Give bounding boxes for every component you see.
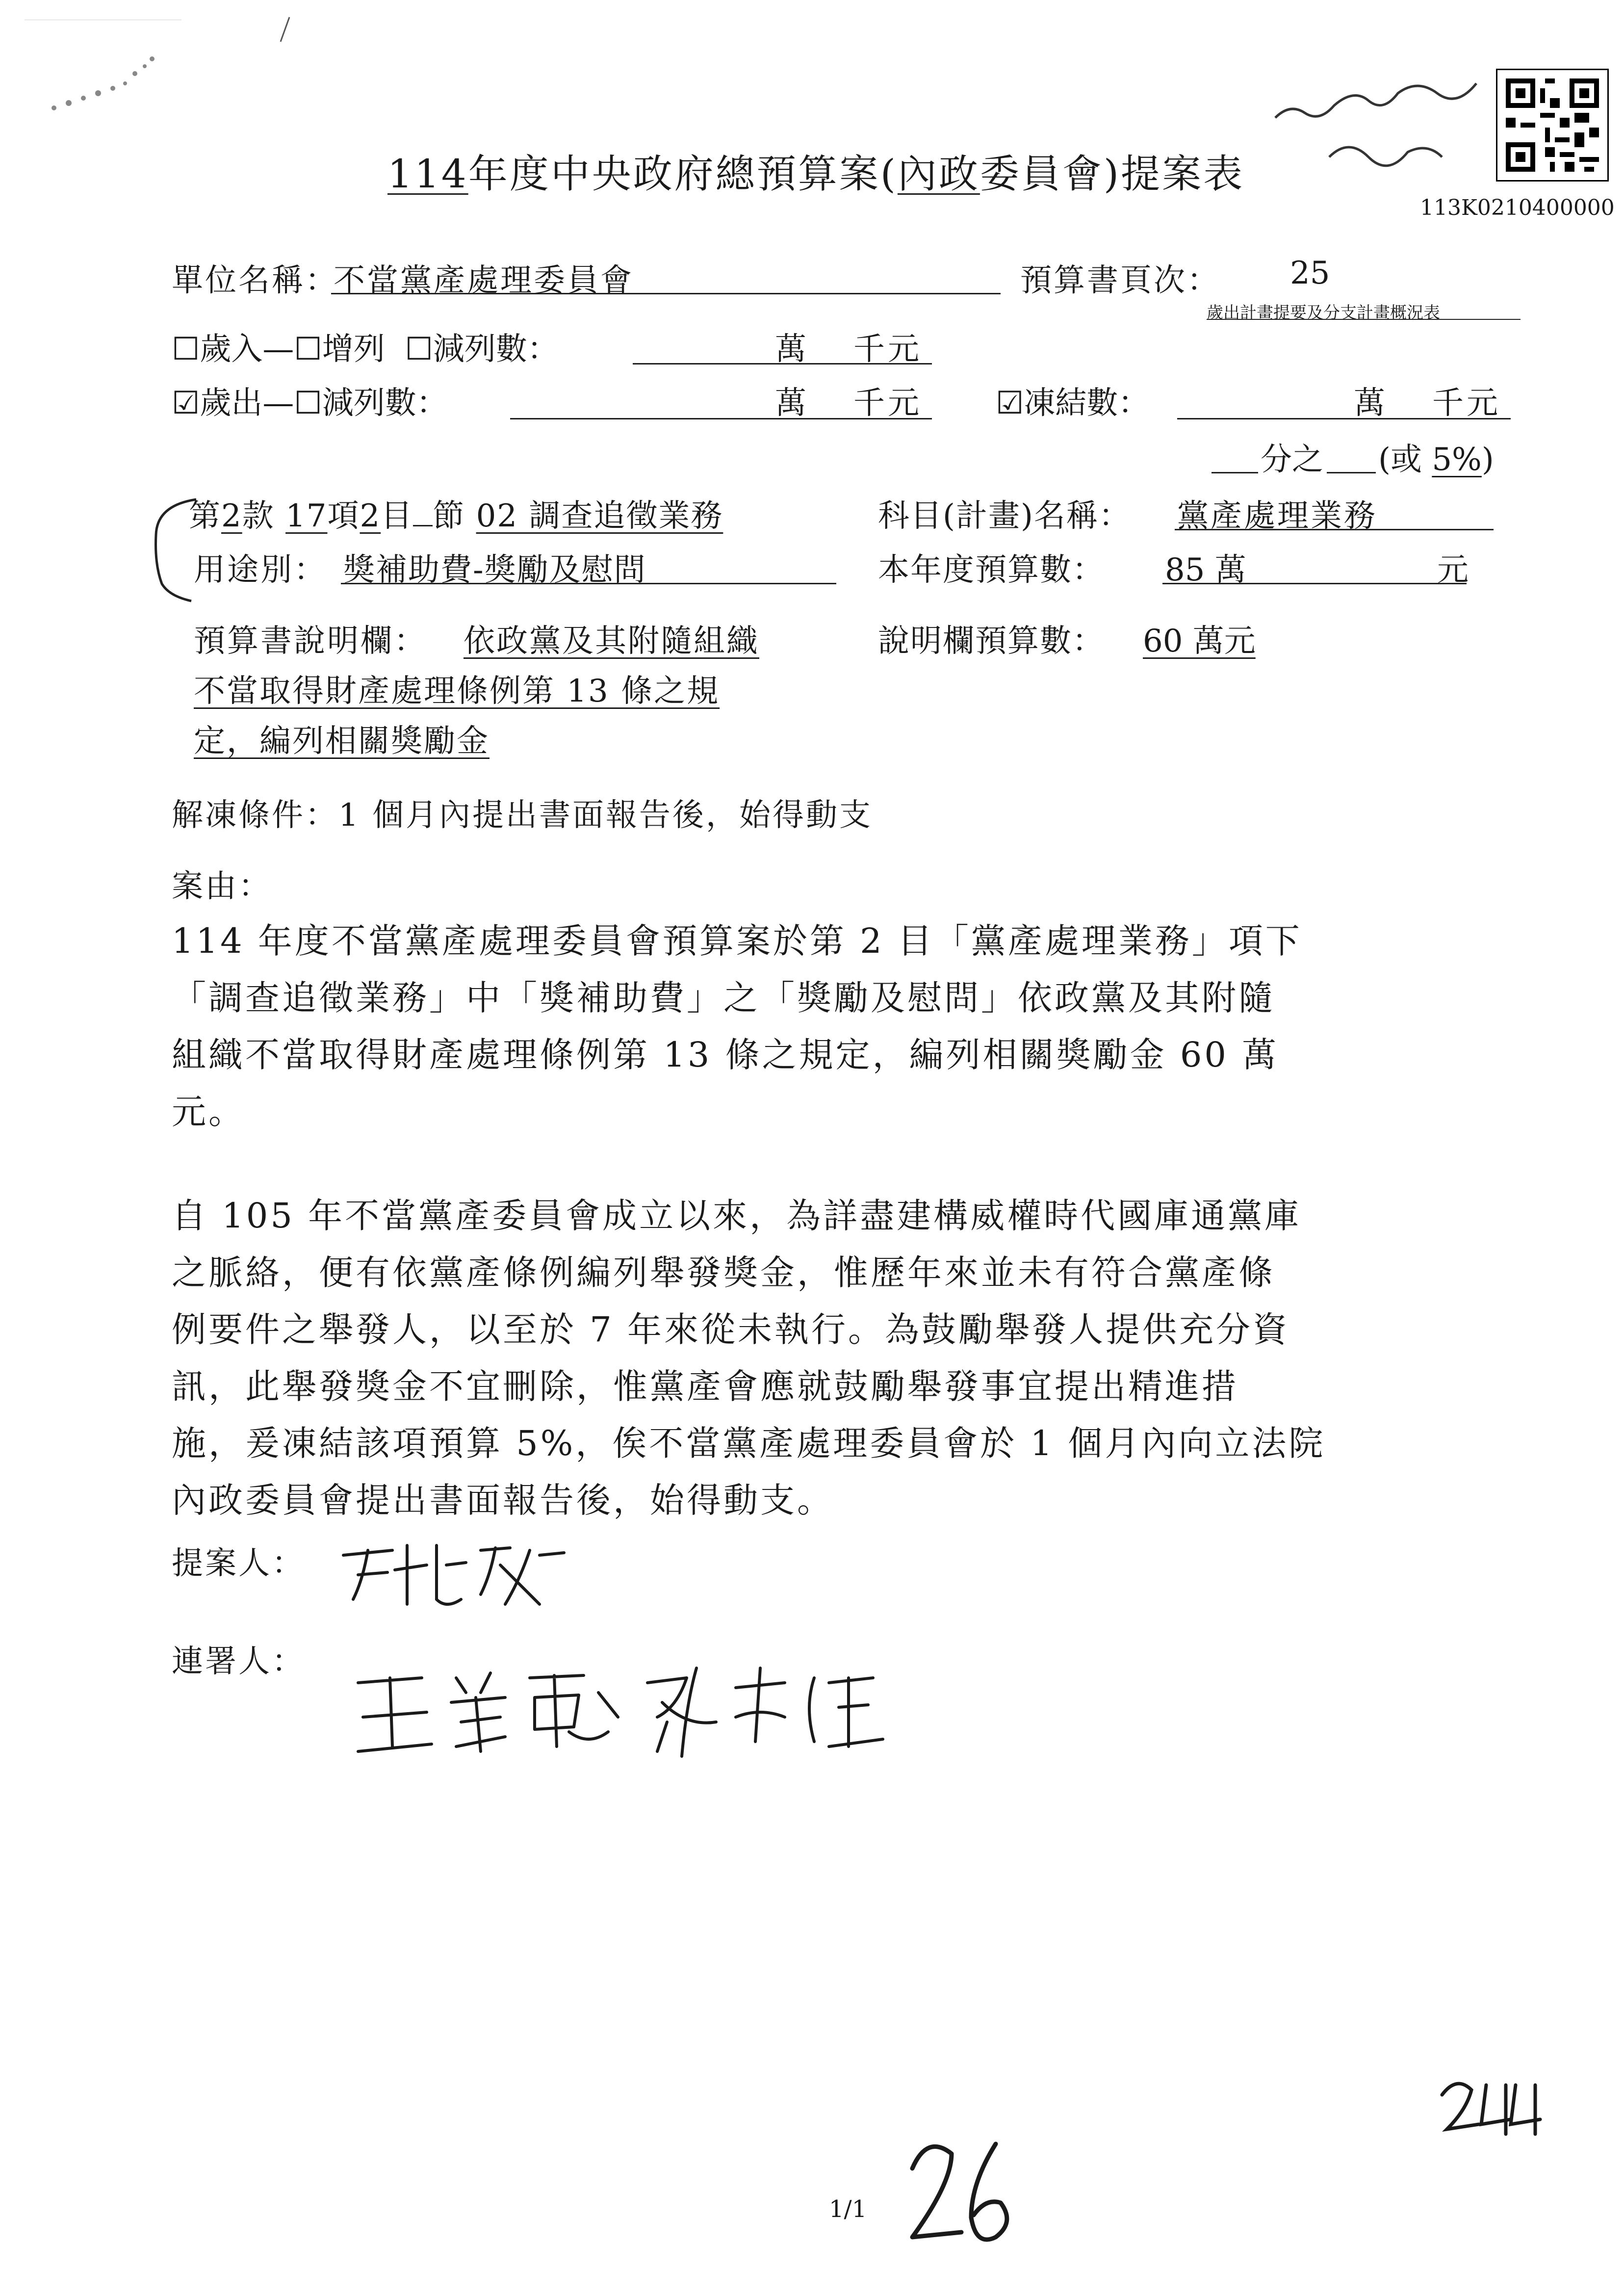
page-label: 預算書頁次： bbox=[1020, 262, 1220, 299]
qr-code-icon bbox=[1496, 69, 1609, 182]
desc-line-3: 定，編列相關獎勵金 bbox=[194, 723, 490, 759]
proposer-signature bbox=[334, 1526, 589, 1614]
mu-value: 2 bbox=[360, 498, 381, 534]
freeze-row bbox=[996, 378, 1149, 423]
expenditure-wan: 萬 bbox=[775, 385, 806, 421]
expenditure-row bbox=[172, 378, 448, 423]
reason-p2-line: 施，爰凍結該項預算 5%，俟不當黨產處理委員會於 1 個月內向立法院 bbox=[172, 1423, 1326, 1463]
xiang-value: 17 bbox=[285, 498, 328, 534]
budget-label: 本年度預算數： bbox=[878, 552, 1105, 588]
cosigner-signature bbox=[343, 1648, 932, 1766]
kuan-value: 2 bbox=[221, 498, 242, 534]
revenue-qian-yuan: 千元 bbox=[853, 331, 922, 367]
or-row bbox=[1378, 434, 1494, 479]
handwritten-corner-number bbox=[1432, 2070, 1550, 2139]
revenue-checkbox[interactable]: ☐ bbox=[172, 331, 200, 367]
reason-label: 案由： bbox=[172, 868, 272, 905]
scan-mark bbox=[275, 15, 294, 44]
reason-p2-line: 內政委員會提出書面報告後，始得動支。 bbox=[172, 1480, 834, 1520]
subject-label: 科目(計畫)名稱： bbox=[878, 498, 1131, 534]
freeze-label: 凍結數： bbox=[1024, 385, 1150, 421]
item-row bbox=[189, 491, 723, 536]
reason-p2-line: 之脈絡，便有依黨產條例編列舉發獎金，惟歷年來並未有符合黨產條 bbox=[172, 1252, 1275, 1293]
unfreeze-value: 1 個月內提出書面報告後，始得動支 bbox=[338, 797, 873, 834]
desc-line-2: 不當取得財產處理條例第 13 條之規 bbox=[194, 673, 720, 709]
use-value: 獎補助費-獎勵及慰問 bbox=[343, 552, 646, 588]
desc-line-1: 依政黨及其附隨組織 bbox=[464, 623, 759, 659]
fraction-denominator-line bbox=[1327, 472, 1376, 473]
reason-p1-line: 元。 bbox=[172, 1092, 245, 1132]
scan-noise bbox=[25, 20, 181, 118]
unfreeze-row bbox=[172, 790, 873, 835]
revenue-decrease-label: 減列數： bbox=[433, 331, 559, 367]
reason-p2-line: 例要件之舉發人，以至於 7 年來從未執行。為鼓勵舉發人提供充分資 bbox=[172, 1309, 1290, 1350]
subject-underline bbox=[1175, 529, 1494, 530]
budget-underline bbox=[1162, 583, 1467, 584]
revenue-decrease-checkbox[interactable]: ☐ bbox=[405, 331, 433, 367]
kuan-label: 款 bbox=[242, 498, 275, 534]
jie-value: 02 調查追徵業務 bbox=[476, 498, 723, 534]
page-subnote: 歲出計畫提要及分支計畫概況表 bbox=[1207, 303, 1440, 323]
reason-p2-line: 訊，此舉發獎金不宜刪除，惟黨產會應就鼓勵舉發事宜提出精進措 bbox=[172, 1366, 1238, 1407]
xiang-label: 項 bbox=[327, 498, 360, 534]
unit-value: 不當黨產處理委員會 bbox=[334, 262, 634, 299]
unit-label: 單位名稱： bbox=[172, 262, 338, 299]
expenditure-qian-yuan: 千元 bbox=[853, 385, 922, 421]
reason-paragraph-1 bbox=[172, 913, 1302, 1140]
freeze-checkbox[interactable]: ☑ bbox=[996, 385, 1024, 421]
use-underline bbox=[341, 583, 836, 584]
expenditure-decrease-checkbox[interactable]: ☐ bbox=[294, 385, 322, 421]
fraction-numerator-line bbox=[1212, 472, 1258, 473]
reason-p2-line: 自 105 年不當黨產委員會成立以來，為詳盡建構威權時代國庫通黨庫 bbox=[172, 1196, 1302, 1236]
cosigner-label: 連署人： bbox=[172, 1644, 305, 1680]
revenue-label: 歲入— bbox=[200, 331, 294, 367]
handwritten-page-number bbox=[898, 2124, 1025, 2262]
revenue-increase-checkbox[interactable]: ☐ bbox=[294, 331, 322, 367]
or-close: ) bbox=[1481, 442, 1494, 478]
page-fraction: 1/1 bbox=[829, 2195, 867, 2223]
reason-p1-line: 「調查追徵業務」中「獎補助費」之「獎勵及慰問」依政黨及其附隨 bbox=[172, 978, 1275, 1018]
page-value: 25 bbox=[1290, 255, 1330, 291]
revenue-row bbox=[172, 324, 559, 369]
desc-amount-value: 60 萬元 bbox=[1143, 623, 1256, 659]
proposer-label: 提案人： bbox=[172, 1545, 305, 1582]
desc-label: 預算書說明欄： bbox=[194, 623, 427, 659]
title-mid: 年度中央政府總預算案( bbox=[468, 151, 898, 197]
page-title bbox=[387, 142, 1244, 199]
revenue-increase-label: 增列 bbox=[322, 331, 385, 367]
fraction-label: 分之 bbox=[1261, 442, 1323, 478]
freeze-qian-yuan: 千元 bbox=[1432, 385, 1501, 421]
reason-p1-line: 114 年度不當黨產處理委員會預算案於第 2 目「黨產處理業務」項下 bbox=[172, 921, 1302, 961]
revenue-wan: 萬 bbox=[775, 331, 806, 367]
unit-underline bbox=[331, 293, 1001, 294]
page-subnote-underline bbox=[1207, 319, 1521, 320]
or-value: 5% bbox=[1432, 442, 1482, 478]
reason-p1-line: 組織不當取得財產處理條例第 13 條之規定，編列相關獎勵金 60 萬 bbox=[172, 1035, 1279, 1075]
budget-unit: 元 bbox=[1437, 552, 1469, 588]
title-committee: 內政 bbox=[897, 151, 980, 197]
expenditure-checkbox[interactable]: ☑ bbox=[172, 385, 200, 421]
title-year: 114 bbox=[387, 151, 468, 197]
desc-amount-label: 說明欄預算數： bbox=[878, 623, 1105, 659]
use-label: 用途別： bbox=[194, 552, 327, 588]
expenditure-decrease-label: 減列數： bbox=[322, 385, 448, 421]
expenditure-label: 歲出— bbox=[200, 385, 294, 421]
reason-paragraph-2 bbox=[172, 1187, 1325, 1529]
subject-value: 黨產處理業務 bbox=[1177, 498, 1377, 534]
kuan-prefix: 第 bbox=[189, 498, 221, 534]
doc-code: 113K0210400000 bbox=[1420, 195, 1615, 220]
or-label: (或 bbox=[1378, 442, 1422, 478]
budget-value: 85 萬 bbox=[1165, 552, 1246, 588]
mu-label: 目 bbox=[381, 498, 413, 534]
title-end: 委員會)提案表 bbox=[980, 151, 1245, 197]
jie-label: 節 bbox=[433, 498, 465, 534]
unfreeze-label: 解凍條件： bbox=[172, 797, 338, 834]
freeze-wan: 萬 bbox=[1354, 385, 1385, 421]
